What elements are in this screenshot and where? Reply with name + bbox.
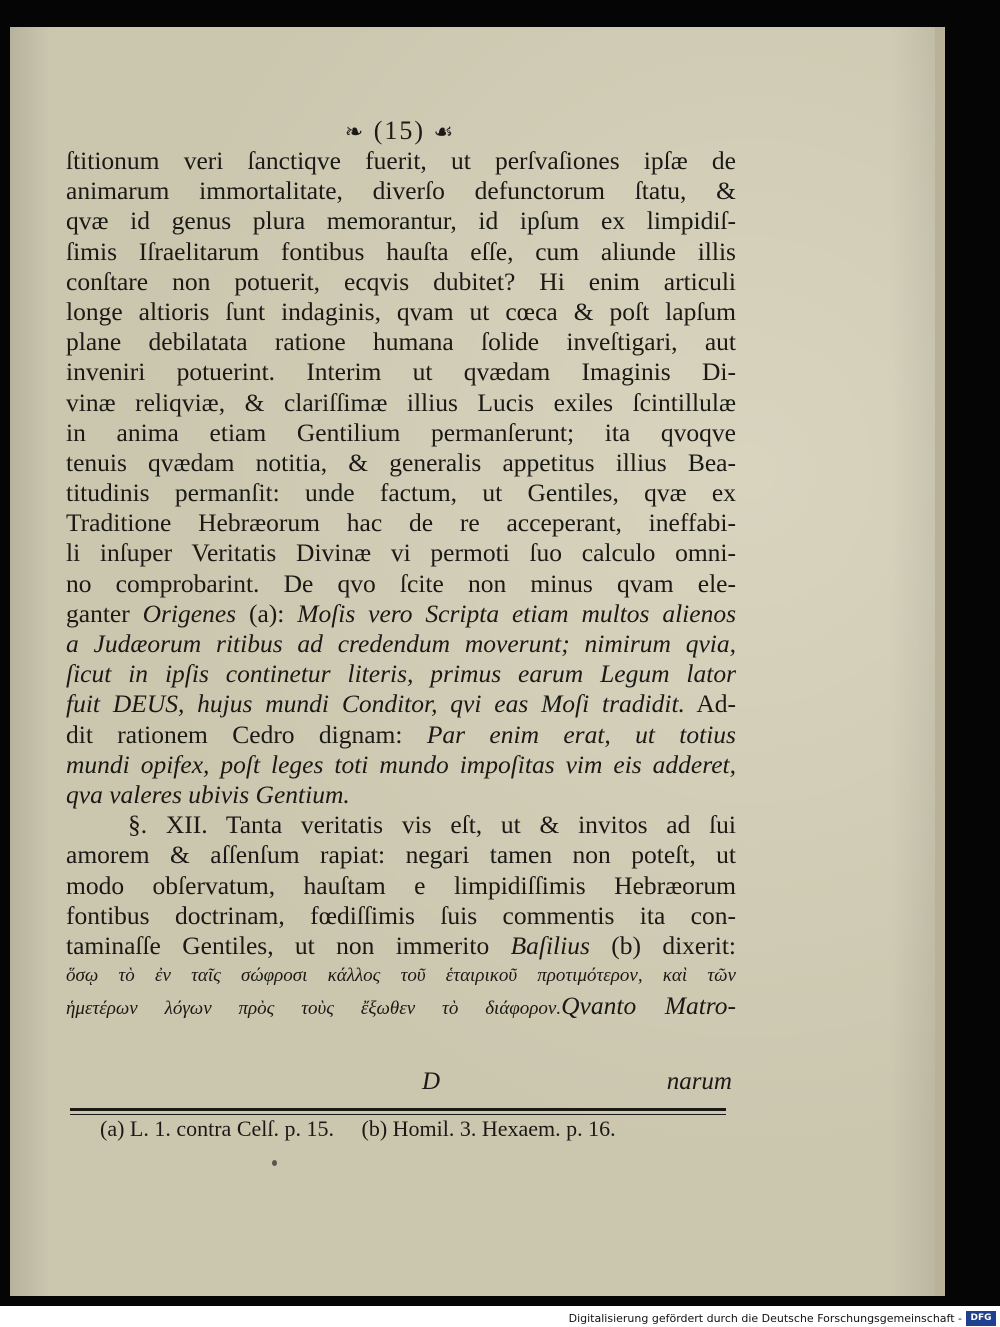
text-line: amorem & aſſenſum rapiat: negari tamen non poteſt, ut bbox=[66, 840, 736, 870]
text-line bbox=[66, 720, 736, 750]
dfg-logo: DFG bbox=[966, 1311, 996, 1326]
section-heading-line: §. XII. Tanta veritatis vis eſt, ut & invitos ad ſui bbox=[128, 810, 736, 840]
text-line: in anima etiam Gentilium permanſerunt; ita qvoqve bbox=[66, 417, 736, 447]
text-line: li inſuper Veritatis Divinæ vi permoti ſuo calculo omni- bbox=[66, 538, 736, 568]
page-number: (15) bbox=[373, 116, 426, 145]
text-line: conſtare non potuerit, ecqvis dubitet? Hi enim articuli bbox=[66, 266, 736, 296]
quotation: Moſis vero Scripta etiam multos alienos bbox=[297, 598, 737, 628]
page-edge bbox=[935, 27, 945, 1296]
text-line: qvæ id genus plura memorantur, id ipſum ex limpidiſ- bbox=[66, 206, 736, 236]
text-roman: (a): bbox=[236, 598, 298, 628]
text-roman: ganter bbox=[66, 598, 143, 628]
text-line: Traditione Hebræorum hac de re acceperant, ineffabi- bbox=[66, 508, 736, 538]
text-roman: taminaſſe Gentiles, ut non immerito bbox=[66, 930, 511, 960]
text-line: vinæ reliqviæ, & clariſſimæ illius Lucis exiles ſcintillulæ bbox=[66, 387, 736, 417]
quotation-line: a Judæorum ritibus ad credendum moverunt; nimirum qvia, bbox=[66, 629, 736, 658]
text-line: modo obſervatum, hauſtam e limpidiſſimis Hebræorum bbox=[66, 870, 736, 900]
text-line: animarum immortalitate, diverſo defunctorum ſtatu, & bbox=[66, 176, 736, 206]
text-roman: Ad- bbox=[684, 689, 737, 719]
text-line: ſimis Iſraelitarum fontibus hauſta eſſe, cum aliunde illis bbox=[66, 236, 736, 266]
catchword-line bbox=[66, 1068, 736, 1098]
page-header bbox=[300, 116, 500, 146]
text-line: no comprobarint. De qvo ſcite non minus qvam ele- bbox=[66, 568, 736, 598]
text-roman: dit rationem Cedro dignam: bbox=[66, 719, 427, 749]
text-line: fontibus doctrinam, fœdiſſimis ſuis commentis ita con- bbox=[66, 900, 736, 930]
author-name: Baſilius bbox=[510, 930, 590, 960]
text-line bbox=[66, 599, 736, 629]
quotation-line: ſicut in ipſis continetur literis, primus earum Legum lator bbox=[66, 659, 736, 689]
text-line: tenuis qvædam notitia, & generalis appetitus illius Bea- bbox=[66, 447, 736, 477]
greek-text: ἡμετέρων λόγων πρὸς τοὺς ἔξωθεν τὸ διάφορον. bbox=[66, 998, 562, 1020]
text-line: ſtitionum veri ſanctiqve fuerit, ut perſvaſiones ipſæ de bbox=[66, 146, 736, 175]
footnote-rule bbox=[70, 1108, 726, 1115]
quotation: fuit DEUS, hujus mundi Conditor, qvi eas Moſi tradidit. bbox=[66, 689, 685, 719]
text-roman: (b) dixerit: bbox=[589, 930, 736, 960]
text-line: plane debilatata ratione humana ſolide inveſtigari, aut bbox=[66, 327, 736, 357]
catchword: narum bbox=[666, 1068, 732, 1095]
header-ornament-right: ☙ bbox=[433, 119, 456, 144]
text-line: inveniri potuerint. Interim ut qvædam Imaginis Di- bbox=[66, 357, 736, 387]
text-line: titudinis permanſit: unde factum, ut Gentiles, qvæ ex bbox=[66, 478, 736, 508]
text-line bbox=[66, 689, 736, 719]
greek-line: ὅσῳ τὸ ἐν ταῖς σώφροσι κάλλος τοῦ ἑταιρικοῦ προτιμότερον, καὶ τῶν bbox=[66, 965, 736, 987]
greek-line bbox=[66, 991, 736, 1021]
text-line bbox=[66, 931, 736, 961]
quotation-line: mundi opifex, poſt leges toti mundo impoſitas vim eis adderet, bbox=[66, 749, 736, 779]
header-ornament-left: ❧ bbox=[344, 119, 366, 144]
footnote-a: (a) L. 1. contra Celſ. p. 15. bbox=[100, 1116, 334, 1141]
quotation: Qvanto Matro- bbox=[561, 991, 736, 1021]
quotation: Par enim erat, ut totius bbox=[426, 719, 736, 749]
author-name: Origenes bbox=[142, 598, 237, 628]
footnotes bbox=[100, 1116, 700, 1142]
signature-mark: D bbox=[422, 1068, 441, 1095]
ink-speck bbox=[272, 1160, 277, 1166]
body-text bbox=[66, 146, 736, 1021]
text-line: longe altioris ſunt indaginis, qvam ut cœca & poſt lapſum bbox=[66, 296, 736, 326]
funding-footer: Digitalisierung gefördert durch die Deutsche Forschungsgemeinschaft - bbox=[568, 1312, 962, 1325]
quotation-line: qva valeres ubivis Gentium. bbox=[66, 779, 350, 809]
footnote-b: (b) Homil. 3. Hexaem. p. 16. bbox=[361, 1116, 616, 1141]
